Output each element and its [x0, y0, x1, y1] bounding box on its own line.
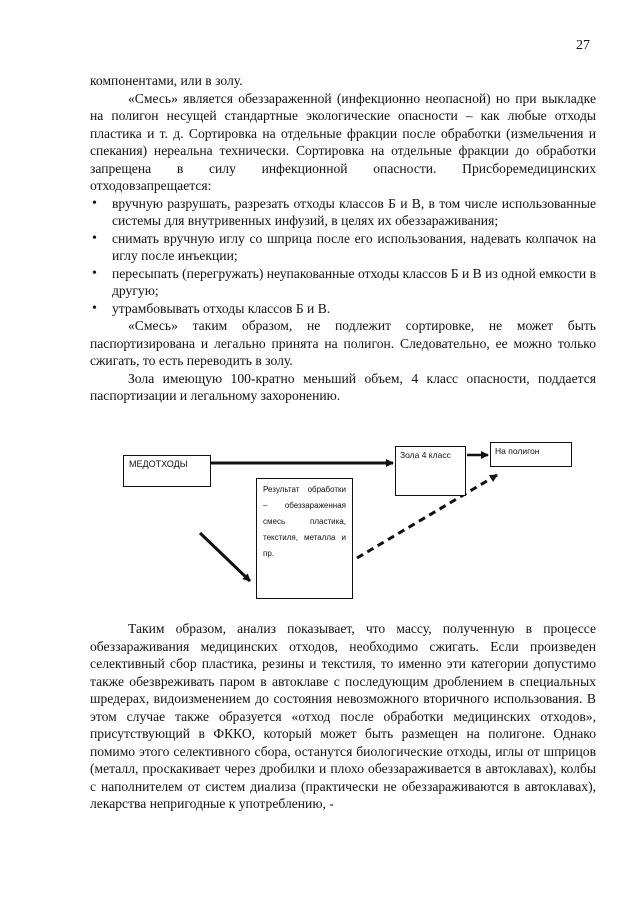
paragraph-first-line: компонентами, или в золу.	[90, 73, 243, 88]
paragraph-ash: Зола имеющую 100-кратно меньший объем, 4 класс опасности, поддается паспортизации и легальному захоронению.	[90, 370, 596, 403]
landfill-label: На полигон	[495, 446, 540, 456]
page-number: 27	[576, 38, 590, 53]
paragraph-conclusion: Таким образом, анализ показывает, что массу, полученную в процессе обеззараживания медицинских отходов, необходимо сжигать. Если произведен селективный сбор пластика, резины и текстиля, то именно эти категории допустимо также обезвреживать паром в автоклаве с последующим дроблением в специальных шредерах, видоизменением до состояния невозможного вторичного использования. В этом случае также образуется «отход после обработки медицинских отходов», присутствующий в ФККО, который может быть размещен на полигоне. Однако помимо этого селективного сбора, останутся биологические отходы, иглы от шприцов (металл, проскакивает через дробилки и плохо обеззараживается в автоклавах), колбы с наполнителем от систем диализа (практически не обеззараживаются в автоклавах), лекарства непригодные к употреблению, -	[90, 621, 596, 811]
landfill-box	[490, 442, 572, 467]
list-item: • утрамбовывать отходы классов Б и В.	[90, 300, 596, 318]
list-item: • пересыпать (перегружать) неупакованные отходы классов Б и В из одной емкости в другую;	[90, 265, 596, 300]
ash-label: Зола 4 класс	[400, 450, 451, 460]
medwaste-label: МЕДОТХОДЫ	[129, 459, 188, 469]
list-item: • снимать вручную иглу со шприца после его использования, надевать колпачок на иглу после инъекции;	[90, 230, 596, 265]
treatment-result-box	[256, 478, 353, 599]
paragraph-mixture: «Смесь» является обеззараженной (инфекционно неопасной) но при выкладке на полигон несущей стандартные экологические опасности – как любые отходы пластика и т. д. Сортировка на отдельные фракции после обработки (измельчения и спекания) нереальна технически. Сортировка на отдельные фракции до обработки запрещена в силу инфекционной опасности. Присборемедицинских отходовзапрещается:	[90, 90, 596, 193]
top-text-block	[90, 72, 596, 405]
medwaste-box	[123, 455, 211, 487]
arrow-medwaste-to-result	[200, 533, 250, 581]
paragraph-cannot-sort: «Смесь» таким образом, не подлежит сортировке, не может быть паспортизирована и легально принята на полигон. Следовательно, ее можно только сжигать, то есть переводить в золу.	[90, 318, 596, 368]
list-item: • вручную разрушать, разрезать отходы классов Б и В, в том числе использованные системы для внутривенных инфузий, в целях их обеззараживания;	[90, 195, 596, 230]
treatment-result-label: Результат обработки – обеззараженная смесь пластика, текстиля, металла и пр.	[263, 485, 346, 558]
bottom-text-block	[90, 620, 596, 813]
ash-class4-box	[395, 446, 466, 496]
prohibited-actions-list	[90, 195, 596, 318]
